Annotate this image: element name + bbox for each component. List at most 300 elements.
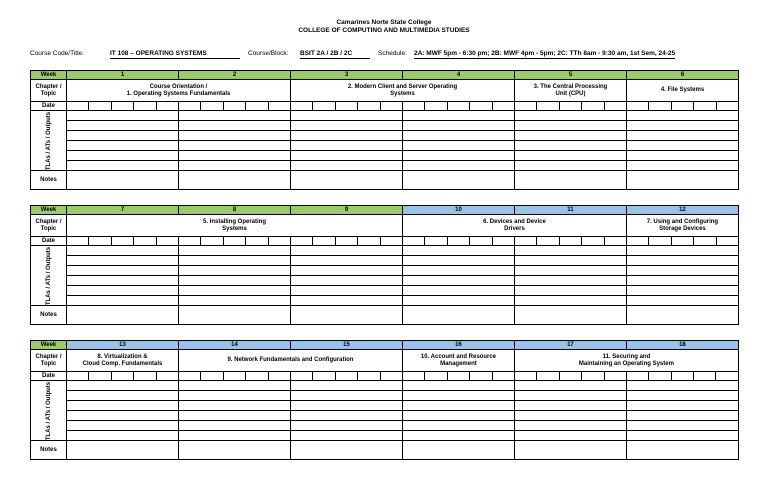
date-cell[interactable] xyxy=(223,102,245,111)
date-cell[interactable] xyxy=(268,102,290,111)
date-cell[interactable] xyxy=(223,372,245,381)
date-cell[interactable] xyxy=(470,102,492,111)
date-cell[interactable] xyxy=(223,237,245,246)
date-cell[interactable] xyxy=(313,372,335,381)
date-cell[interactable] xyxy=(627,102,649,111)
tla-cell[interactable] xyxy=(291,111,403,121)
date-cell[interactable] xyxy=(582,372,604,381)
date-cell[interactable] xyxy=(447,372,469,381)
topic-line: 8. Virtualization & xyxy=(97,353,148,360)
date-cell[interactable] xyxy=(134,237,156,246)
date-cell[interactable] xyxy=(380,102,402,111)
tla-cell[interactable] xyxy=(514,391,626,401)
tla-cell[interactable] xyxy=(179,151,291,161)
notes-cell[interactable] xyxy=(179,171,291,190)
week-number: 1 xyxy=(67,71,179,80)
tla-cell[interactable] xyxy=(515,121,627,131)
date-cell[interactable] xyxy=(67,237,89,246)
date-cell[interactable] xyxy=(67,102,89,111)
tlas-label-cell xyxy=(31,111,67,171)
tla-row xyxy=(31,421,739,431)
schedule-value: 2A: MWF 5pm - 6:30 pm; 2B: MWF 4pm - 5pm; 2C: TTh 8am - 9:30 am, 1st Sem, 24-25 xyxy=(414,50,676,57)
date-cell[interactable] xyxy=(201,102,223,111)
topic-line: Cloud Comp. Fundamentals xyxy=(82,360,163,367)
tla-cell[interactable] xyxy=(67,401,179,411)
date-cell[interactable] xyxy=(291,102,313,111)
tla-cell[interactable] xyxy=(67,151,179,161)
notes-cell[interactable] xyxy=(290,441,402,460)
tla-cell[interactable] xyxy=(67,276,179,286)
date-cell[interactable] xyxy=(380,372,402,381)
tla-cell[interactable] xyxy=(514,431,626,441)
date-cell[interactable] xyxy=(492,102,514,111)
tla-cell[interactable] xyxy=(291,161,403,171)
tla-cell[interactable] xyxy=(514,286,626,296)
date-cell[interactable] xyxy=(89,372,111,381)
week-label: Week xyxy=(31,206,67,215)
notes-label: Notes xyxy=(31,306,67,325)
tla-cell[interactable] xyxy=(291,296,403,306)
notes-cell[interactable] xyxy=(402,441,514,460)
tla-cell[interactable] xyxy=(67,286,179,296)
tla-cell[interactable] xyxy=(179,246,291,256)
date-cell[interactable] xyxy=(402,372,424,381)
topic-line: Systems xyxy=(390,90,415,97)
week-table-2 xyxy=(30,205,739,325)
date-row xyxy=(31,372,739,381)
tla-cell[interactable] xyxy=(179,141,291,151)
tla-row xyxy=(31,256,739,266)
topic-row xyxy=(31,215,739,237)
week-label: Week xyxy=(31,341,67,350)
date-cell[interactable] xyxy=(514,372,536,381)
tla-cell[interactable] xyxy=(514,401,626,411)
date-cell[interactable] xyxy=(134,102,156,111)
week-number: 12 xyxy=(626,206,738,215)
course-label: Course Code/Title: xyxy=(30,50,84,57)
date-cell[interactable] xyxy=(582,102,604,111)
tla-cell[interactable] xyxy=(402,401,514,411)
week-number: 7 xyxy=(67,206,179,215)
date-cell[interactable] xyxy=(335,237,357,246)
date-cell[interactable] xyxy=(335,102,357,111)
topic-line: 6. Devices and Device xyxy=(483,218,546,225)
date-cell[interactable] xyxy=(604,372,626,381)
tla-cell[interactable] xyxy=(178,431,290,441)
date-label: Date xyxy=(31,102,67,111)
notes-row xyxy=(31,306,739,325)
tla-cell[interactable] xyxy=(627,111,739,121)
college-name: Camarines Norte State College xyxy=(336,19,432,26)
notes-cell[interactable] xyxy=(403,306,515,325)
topic-cell xyxy=(626,215,738,237)
tla-cell[interactable] xyxy=(291,276,403,286)
tla-cell[interactable] xyxy=(178,391,290,401)
date-cell[interactable] xyxy=(358,102,380,111)
date-cell[interactable] xyxy=(111,102,133,111)
notes-cell[interactable] xyxy=(178,441,290,460)
schedule-label: Schedule: xyxy=(378,50,407,57)
date-cell[interactable] xyxy=(358,237,380,246)
tla-row xyxy=(31,111,739,121)
week-number: 6 xyxy=(627,71,739,80)
tla-cell[interactable] xyxy=(626,411,738,421)
tlas-label: TLAs / ATs / Outputs xyxy=(45,246,52,305)
date-cell[interactable] xyxy=(626,237,648,246)
tla-cell[interactable] xyxy=(67,411,179,421)
topic-cell xyxy=(67,215,403,237)
tla-cell[interactable] xyxy=(290,401,402,411)
tla-cell[interactable] xyxy=(403,286,515,296)
week-number: 13 xyxy=(67,341,179,350)
date-cell[interactable] xyxy=(313,102,335,111)
topic-line: Drivers xyxy=(504,225,525,232)
date-label: Date xyxy=(31,372,67,381)
date-cell[interactable] xyxy=(178,372,200,381)
date-cell[interactable] xyxy=(716,237,738,246)
tla-cell[interactable] xyxy=(403,151,515,161)
tla-cell[interactable] xyxy=(179,296,291,306)
notes-row xyxy=(31,441,739,460)
date-cell[interactable] xyxy=(671,237,693,246)
date-cell[interactable] xyxy=(246,102,268,111)
tla-cell[interactable] xyxy=(626,286,738,296)
topic-cell xyxy=(515,80,627,102)
date-cell[interactable] xyxy=(649,372,671,381)
date-cell[interactable] xyxy=(626,372,648,381)
notes-cell[interactable] xyxy=(514,441,626,460)
tla-cell[interactable] xyxy=(290,411,402,421)
tla-cell[interactable] xyxy=(627,161,739,171)
week-row xyxy=(31,71,739,80)
tla-cell[interactable] xyxy=(514,421,626,431)
tla-cell[interactable] xyxy=(291,256,403,266)
notes-cell[interactable] xyxy=(626,441,738,460)
tla-cell[interactable] xyxy=(514,276,626,286)
week-number: 2 xyxy=(179,71,291,80)
week-number: 18 xyxy=(626,341,738,350)
topic-line: 11. Securing and xyxy=(602,353,651,360)
date-cell[interactable] xyxy=(447,237,469,246)
tla-cell[interactable] xyxy=(403,246,515,256)
tla-cell[interactable] xyxy=(514,411,626,421)
date-cell[interactable] xyxy=(716,372,738,381)
date-cell[interactable] xyxy=(671,372,693,381)
date-cell[interactable] xyxy=(358,372,380,381)
tla-cell[interactable] xyxy=(514,296,626,306)
topic-line: 10. Account and Resource xyxy=(420,353,497,360)
tla-cell[interactable] xyxy=(291,246,403,256)
tla-cell[interactable] xyxy=(179,161,291,171)
date-cell[interactable] xyxy=(470,372,492,381)
tla-cell[interactable] xyxy=(179,111,291,121)
date-cell[interactable] xyxy=(559,102,581,111)
notes-cell[interactable] xyxy=(67,171,179,190)
date-cell[interactable] xyxy=(67,372,89,381)
date-cell[interactable] xyxy=(514,237,536,246)
date-cell[interactable] xyxy=(403,102,425,111)
tla-cell[interactable] xyxy=(178,401,290,411)
tla-cell[interactable] xyxy=(291,286,403,296)
tla-cell[interactable] xyxy=(67,131,179,141)
date-cell[interactable] xyxy=(179,237,201,246)
date-cell[interactable] xyxy=(559,372,581,381)
tla-cell[interactable] xyxy=(67,296,179,306)
tla-cell[interactable] xyxy=(179,276,291,286)
topic-line: 5. Installing Operating xyxy=(202,218,266,225)
topic-line: 4. File Systems xyxy=(660,87,705,94)
tla-cell[interactable] xyxy=(403,161,515,171)
topic-cell xyxy=(402,350,514,372)
date-cell[interactable] xyxy=(156,102,178,111)
tla-cell[interactable] xyxy=(627,151,739,161)
notes-cell[interactable] xyxy=(179,306,291,325)
tla-cell[interactable] xyxy=(402,421,514,431)
date-cell[interactable] xyxy=(425,372,447,381)
tla-cell[interactable] xyxy=(290,381,402,391)
tla-cell[interactable] xyxy=(514,381,626,391)
notes-cell[interactable] xyxy=(514,306,626,325)
tla-cell[interactable] xyxy=(67,246,179,256)
tla-cell[interactable] xyxy=(67,431,179,441)
tla-cell[interactable] xyxy=(67,381,179,391)
notes-cell[interactable] xyxy=(291,306,403,325)
week-number: 4 xyxy=(403,71,515,80)
notes-row xyxy=(31,171,739,190)
tla-cell[interactable] xyxy=(290,391,402,401)
week-table-3 xyxy=(30,340,739,460)
notes-cell[interactable] xyxy=(403,171,515,190)
topic-line: 2. Modern Client and Server Operating xyxy=(347,83,458,90)
week-number: 11 xyxy=(514,206,626,215)
course-value: IT 108 – OPERATING SYSTEMS xyxy=(110,50,240,59)
block-label: Course/Block: xyxy=(248,50,289,57)
tla-row xyxy=(31,381,739,391)
tla-cell[interactable] xyxy=(626,246,738,256)
tla-cell[interactable] xyxy=(179,121,291,131)
topic-line: Storage Devices xyxy=(659,225,706,232)
tla-cell[interactable] xyxy=(291,141,403,151)
tla-cell[interactable] xyxy=(514,246,626,256)
tla-cell[interactable] xyxy=(179,286,291,296)
date-cell[interactable] xyxy=(694,102,716,111)
date-cell[interactable] xyxy=(179,102,201,111)
tla-cell[interactable] xyxy=(627,141,739,151)
date-cell[interactable] xyxy=(694,237,716,246)
date-cell[interactable] xyxy=(716,102,738,111)
tla-row xyxy=(31,246,739,256)
date-cell[interactable] xyxy=(425,237,447,246)
tla-cell[interactable] xyxy=(626,266,738,276)
date-cell[interactable] xyxy=(246,372,268,381)
tla-cell[interactable] xyxy=(515,111,627,121)
date-cell[interactable] xyxy=(515,102,537,111)
date-cell[interactable] xyxy=(559,237,581,246)
tla-row xyxy=(31,286,739,296)
date-cell[interactable] xyxy=(268,372,290,381)
date-cell[interactable] xyxy=(380,237,402,246)
tla-row xyxy=(31,431,739,441)
tla-row xyxy=(31,161,739,171)
date-cell[interactable] xyxy=(313,237,335,246)
date-cell[interactable] xyxy=(201,237,223,246)
date-cell[interactable] xyxy=(268,237,290,246)
tla-cell[interactable] xyxy=(403,131,515,141)
tla-cell[interactable] xyxy=(179,266,291,276)
notes-cell[interactable] xyxy=(67,306,179,325)
date-cell[interactable] xyxy=(290,372,312,381)
topic-line: Management xyxy=(440,360,477,367)
tla-cell[interactable] xyxy=(626,431,738,441)
tla-cell[interactable] xyxy=(67,111,179,121)
chapter-topic-label: Chapter / Topic xyxy=(31,215,67,237)
date-cell[interactable] xyxy=(649,102,671,111)
date-cell[interactable] xyxy=(246,237,268,246)
tla-row xyxy=(31,141,739,151)
tla-cell[interactable] xyxy=(627,121,739,131)
notes-label: Notes xyxy=(31,171,67,190)
tla-cell[interactable] xyxy=(403,121,515,131)
date-cell[interactable] xyxy=(156,372,178,381)
date-cell[interactable] xyxy=(582,237,604,246)
topic-line: Unit (CPU) xyxy=(555,90,586,97)
tla-cell[interactable] xyxy=(515,141,627,151)
chapter-topic-label: Chapter / Topic xyxy=(31,80,67,102)
course-meta-row xyxy=(30,50,740,62)
tla-cell[interactable] xyxy=(514,256,626,266)
tla-cell[interactable] xyxy=(67,266,179,276)
date-cell[interactable] xyxy=(694,372,716,381)
tla-cell[interactable] xyxy=(403,111,515,121)
tla-cell[interactable] xyxy=(515,151,627,161)
date-cell[interactable] xyxy=(604,102,626,111)
tla-cell[interactable] xyxy=(67,141,179,151)
tla-row xyxy=(31,121,739,131)
date-cell[interactable] xyxy=(470,237,492,246)
tla-cell[interactable] xyxy=(403,296,515,306)
tla-cell[interactable] xyxy=(179,256,291,266)
tla-row xyxy=(31,401,739,411)
tla-row xyxy=(31,131,739,141)
date-cell[interactable] xyxy=(671,102,693,111)
tla-cell[interactable] xyxy=(627,131,739,141)
date-cell[interactable] xyxy=(537,372,559,381)
tla-cell[interactable] xyxy=(515,161,627,171)
tla-row xyxy=(31,151,739,161)
tla-cell[interactable] xyxy=(626,296,738,306)
tla-cell[interactable] xyxy=(67,391,179,401)
week-table-1 xyxy=(30,70,739,190)
tla-cell[interactable] xyxy=(67,421,179,431)
notes-cell[interactable] xyxy=(626,306,738,325)
topic-cell xyxy=(67,350,179,372)
date-cell[interactable] xyxy=(335,372,357,381)
tla-cell[interactable] xyxy=(402,381,514,391)
tla-cell[interactable] xyxy=(515,131,627,141)
topic-cell xyxy=(67,80,291,102)
date-cell[interactable] xyxy=(134,372,156,381)
tla-row xyxy=(31,391,739,401)
topic-row xyxy=(31,350,739,372)
tla-cell[interactable] xyxy=(67,161,179,171)
date-cell[interactable] xyxy=(89,237,111,246)
date-cell[interactable] xyxy=(537,237,559,246)
tla-cell[interactable] xyxy=(626,391,738,401)
tla-cell[interactable] xyxy=(626,421,738,431)
topic-cell xyxy=(514,350,738,372)
date-cell[interactable] xyxy=(492,237,514,246)
date-cell[interactable] xyxy=(111,372,133,381)
tla-row xyxy=(31,276,739,286)
tla-cell[interactable] xyxy=(403,276,515,286)
topic-cell xyxy=(291,80,515,102)
tla-cell[interactable] xyxy=(67,256,179,266)
tlas-label-cell xyxy=(31,381,67,441)
notes-cell[interactable] xyxy=(67,441,179,460)
date-cell[interactable] xyxy=(111,237,133,246)
date-cell[interactable] xyxy=(89,102,111,111)
tla-cell[interactable] xyxy=(67,121,179,131)
date-cell[interactable] xyxy=(649,237,671,246)
week-label: Week xyxy=(31,71,67,80)
topic-line: 3. The Central Processing xyxy=(533,83,608,90)
tla-cell[interactable] xyxy=(626,256,738,266)
tla-cell[interactable] xyxy=(403,141,515,151)
tla-cell[interactable] xyxy=(290,421,402,431)
tla-cell[interactable] xyxy=(514,266,626,276)
tla-cell[interactable] xyxy=(402,391,514,401)
tla-cell[interactable] xyxy=(402,411,514,421)
date-cell[interactable] xyxy=(291,237,313,246)
tla-cell[interactable] xyxy=(626,401,738,411)
tla-cell[interactable] xyxy=(291,266,403,276)
tla-cell[interactable] xyxy=(291,121,403,131)
tla-cell[interactable] xyxy=(291,131,403,141)
topic-line: 7. Using and Configuring xyxy=(646,218,719,225)
week-number: 8 xyxy=(179,206,291,215)
date-row xyxy=(31,237,739,246)
date-cell[interactable] xyxy=(604,237,626,246)
notes-cell[interactable] xyxy=(291,171,403,190)
date-cell[interactable] xyxy=(447,102,469,111)
tla-cell[interactable] xyxy=(403,266,515,276)
tla-cell[interactable] xyxy=(402,431,514,441)
chapter-topic-label: Chapter / Topic xyxy=(31,350,67,372)
tla-cell[interactable] xyxy=(178,411,290,421)
date-cell[interactable] xyxy=(425,102,447,111)
topic-line: Systems xyxy=(222,225,247,232)
tla-cell[interactable] xyxy=(291,151,403,161)
week-number: 9 xyxy=(291,206,403,215)
notes-cell[interactable] xyxy=(627,171,739,190)
date-cell[interactable] xyxy=(201,372,223,381)
tlas-label-cell xyxy=(31,246,67,306)
date-cell[interactable] xyxy=(492,372,514,381)
week-row xyxy=(31,341,739,350)
tla-cell[interactable] xyxy=(178,421,290,431)
tla-cell[interactable] xyxy=(626,381,738,391)
tla-cell[interactable] xyxy=(178,381,290,391)
tla-cell[interactable] xyxy=(179,131,291,141)
notes-cell[interactable] xyxy=(515,171,627,190)
date-cell[interactable] xyxy=(156,237,178,246)
date-cell[interactable] xyxy=(537,102,559,111)
date-cell[interactable] xyxy=(403,237,425,246)
tla-cell[interactable] xyxy=(626,276,738,286)
tla-cell[interactable] xyxy=(403,256,515,266)
week-number: 5 xyxy=(515,71,627,80)
tla-cell[interactable] xyxy=(290,431,402,441)
